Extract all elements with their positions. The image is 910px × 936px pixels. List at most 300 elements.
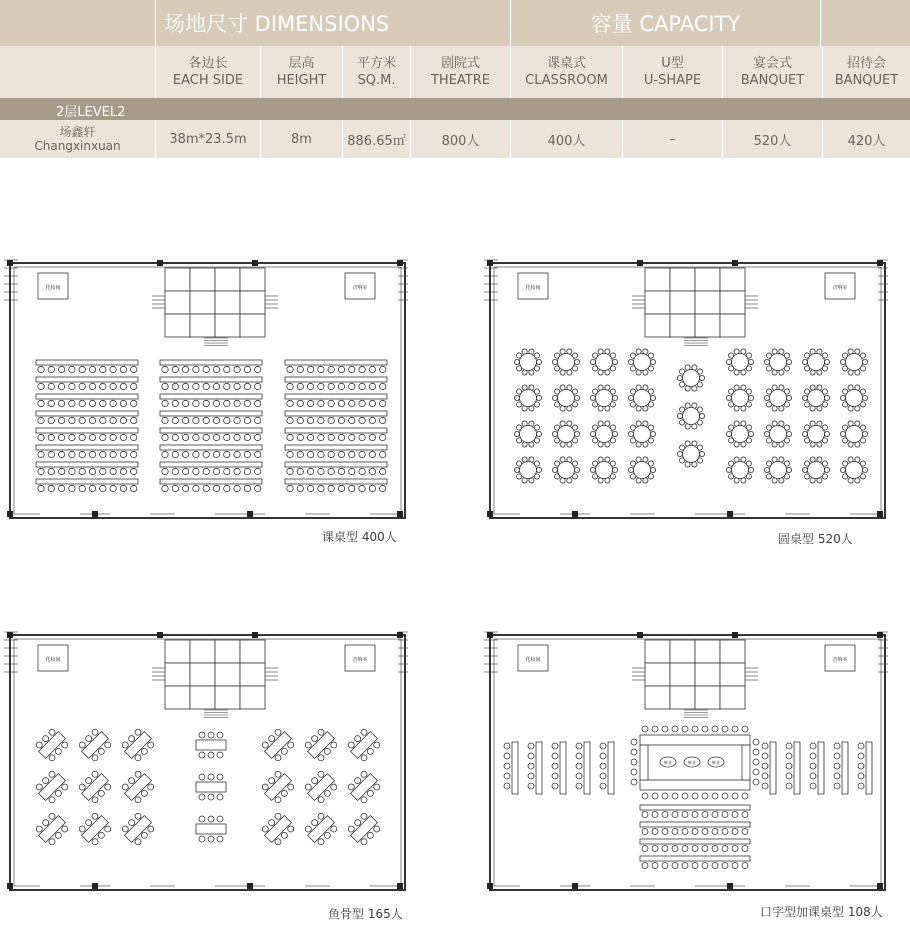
round-table-chair [612,395,617,400]
side-chair [552,773,558,779]
side-chair [810,753,816,759]
wall-column [487,260,493,266]
classroom-chair [193,417,199,423]
side-chair [576,763,582,769]
lower-chair [672,829,678,835]
wall-column [487,511,493,517]
square-chair [692,793,698,799]
square-chair [753,739,759,745]
center-table-chair [208,836,214,842]
round-table-chair [840,431,845,436]
square-chair [753,749,759,755]
classroom-chair [213,366,219,372]
classroom-chair [172,366,178,372]
table-header-row [0,46,910,98]
plan-drawing [0,610,420,895]
classroom-chair [110,417,116,423]
wall-column [727,883,733,889]
stage-panel [190,291,215,314]
round-table-chair [726,467,731,472]
classroom-desk [285,479,387,484]
side-chair [834,753,840,759]
round-table-chair [802,431,807,436]
stage-panel [165,291,190,314]
table-data-row [0,120,910,158]
lower-desk [640,856,750,861]
classroom-chair [89,383,95,389]
side-desk [560,742,566,794]
header-u-shape: U型 U-SHAPE [622,46,722,98]
classroom-chair [48,434,54,440]
stage-panel [215,268,240,291]
wall-column [487,883,493,889]
classroom-chair [255,485,261,491]
round-table [770,462,787,479]
wall-column [252,260,258,266]
round-table-chair [840,359,845,364]
round-table-chair [514,395,519,400]
square-chair [712,793,718,799]
classroom-chair [162,383,168,389]
lower-chair [732,812,738,818]
classroom-desk [36,360,138,365]
round-table [732,462,749,479]
classroom-chair [359,434,365,440]
classroom-chair [38,417,44,423]
round-table [770,426,787,443]
center-table-chair [208,816,214,822]
dimensions-title: 场地尺寸 DIMENSIONS [164,12,390,36]
classroom-chair [89,451,95,457]
value-reception: 420人 [822,120,910,158]
side-chair [858,743,864,749]
classroom-chair [307,383,313,389]
wall-column [7,883,13,889]
classroom-chair [58,485,64,491]
header-banquet: 宴会式 BANQUET [722,46,822,98]
classroom-desk [285,394,387,399]
classroom-chair [131,468,137,474]
header-classroom: 课桌式 CLASSROOM [510,46,622,98]
classroom-chair [307,366,313,372]
classroom-desk [160,445,262,450]
wall-column [732,632,738,638]
round-table-chair [824,359,829,364]
round-table [520,354,537,371]
stage-panel [165,640,190,663]
round-table-chair [764,359,769,364]
classroom-desk [160,479,262,484]
classroom-chair [380,400,386,406]
stage-panel [670,314,695,337]
lower-chair [742,846,748,852]
round-table [596,354,613,371]
side-chair [858,783,864,789]
square-chair [642,793,648,799]
stage-panel [645,314,670,337]
classroom-chair [79,451,85,457]
center-table-chair [199,774,205,780]
classroom-chair [338,383,344,389]
classroom-chair [120,417,126,423]
header-height: 层高 HEIGHT [260,46,342,98]
classroom-chair [338,400,344,406]
classroom-chair [380,383,386,389]
wall-column [572,883,578,889]
lower-chair [682,846,688,852]
side-chair [576,773,582,779]
stage-panel [670,291,695,314]
classroom-chair [224,400,230,406]
classroom-chair [369,366,375,372]
side-chair [600,763,606,769]
classroom-chair [110,468,116,474]
wall-column [637,260,643,266]
classroom-chair [162,485,168,491]
classroom-chair [318,400,324,406]
lower-chair [682,863,688,869]
classroom-chair [318,451,324,457]
wall-column [7,632,13,638]
classroom-chair [172,417,178,423]
classroom-chair [38,434,44,440]
side-chair [528,753,534,759]
round-table-chair [590,431,595,436]
classroom-chair [338,366,344,372]
classroom-desk [285,462,387,467]
classroom-desk [285,360,387,365]
round-table [596,462,613,479]
lower-chair [682,812,688,818]
lower-chair [712,829,718,835]
round-table-chair [650,467,655,472]
classroom-chair [182,434,188,440]
classroom-chair [359,417,365,423]
round-table [520,462,537,479]
lower-chair [722,846,728,852]
classroom-chair [182,383,188,389]
center-table-chair [217,816,223,822]
round-table-chair [574,359,579,364]
classroom-chair [58,383,64,389]
round-table-chair [699,413,704,418]
stage-panel [240,314,265,337]
classroom-chair [172,468,178,474]
lower-chair [702,812,708,818]
classroom-chair [287,400,293,406]
classroom-chair [213,434,219,440]
wall-column [877,511,883,517]
side-chair [786,743,792,749]
center-table-chair [199,836,205,842]
side-chair [504,743,510,749]
lower-chair [642,812,648,818]
classroom-chair [297,485,303,491]
classroom-chair [234,451,240,457]
classroom-chair [89,485,95,491]
classroom-chair [380,366,386,372]
round-table [808,354,825,371]
sound-room-label: 音响室 [352,285,368,291]
classroom-chair [244,383,250,389]
stage-panel [720,686,745,709]
side-chair [762,773,768,779]
stage-panel [240,291,265,314]
side-chair [504,773,510,779]
classroom-desk [285,428,387,433]
classroom-chair [48,417,54,423]
level-label: 2层LEVEL2 [56,105,126,120]
classroom-desk [160,462,262,467]
square-chair [732,726,738,732]
lower-chair [662,846,668,852]
floor-plan-hollow-square [480,610,900,895]
stage-panel [645,686,670,709]
lower-chair [702,863,708,869]
lower-chair [672,863,678,869]
center-table-chair [208,752,214,758]
side-chair [762,783,768,789]
classroom-chair [69,468,75,474]
classroom-chair [193,468,199,474]
classroom-chair [79,485,85,491]
classroom-chair [48,400,54,406]
square-chair [702,726,708,732]
classroom-chair [307,417,313,423]
stage-panel [190,663,215,686]
round-table [634,426,651,443]
classroom-chair [213,383,219,389]
stage-panel [215,640,240,663]
lower-chair [722,812,728,818]
value-u-shape: – [622,120,722,158]
round-table-chair [677,413,682,418]
stage-panel [695,663,720,686]
classroom-chair [255,417,261,423]
lower-chair [682,829,688,835]
lower-desk [640,805,750,810]
lower-chair [692,863,698,869]
classroom-chair [328,485,334,491]
stage-panel [215,314,240,337]
side-chair [528,763,534,769]
classroom-chair [100,417,106,423]
value-classroom: 400人 [510,120,622,158]
square-chair [682,793,688,799]
side-chair [786,753,792,759]
side-chair [528,743,534,749]
classroom-chair [38,366,44,372]
classroom-chair [359,468,365,474]
round-table [634,390,651,407]
classroom-chair [234,400,240,406]
classroom-chair [359,383,365,389]
classroom-chair [359,366,365,372]
round-table-chair [574,395,579,400]
side-chair [858,753,864,759]
classroom-chair [193,485,199,491]
plan-drawing [480,610,900,895]
classroom-chair [213,485,219,491]
classroom-chair [234,468,240,474]
classroom-chair [193,366,199,372]
classroom-chair [48,485,54,491]
round-table [558,426,575,443]
classroom-chair [193,434,199,440]
side-chair [600,743,606,749]
classroom-chair [380,434,386,440]
stage-panel [165,268,190,291]
classroom-desk [160,360,262,365]
square-chair [631,779,637,785]
classroom-chair [69,417,75,423]
side-chair [810,743,816,749]
lower-chair [732,829,738,835]
square-chair [652,793,658,799]
round-table-chair [552,431,557,436]
classroom-chair [162,468,168,474]
center-table-chair [199,732,205,738]
classroom-chair [307,451,313,457]
lower-chair [652,863,658,869]
classroom-chair [234,417,240,423]
header-theatre: 剧院式 THEATRE [410,46,510,98]
classroom-chair [224,434,230,440]
classroom-chair [328,383,334,389]
classroom-chair [369,468,375,474]
hollow-square-right [742,745,750,780]
stage-panel [670,268,695,291]
side-chair [786,773,792,779]
classroom-chair [318,383,324,389]
lower-chair [662,829,668,835]
classroom-chair [287,434,293,440]
classroom-chair [244,485,250,491]
classroom-chair [172,383,178,389]
sound-room-label: 音响室 [832,657,848,663]
classroom-chair [287,485,293,491]
side-chair [504,753,510,759]
wall-column [157,632,163,638]
side-chair [810,773,816,779]
classroom-chair [100,383,106,389]
classroom-chair [224,417,230,423]
lower-chair [712,863,718,869]
classroom-desk [36,377,138,382]
value-sqm: 886.65㎡ [342,120,410,158]
lower-chair [712,846,718,852]
hollow-square-top [640,735,750,745]
side-chair [504,763,510,769]
classroom-chair [120,485,126,491]
classroom-chair [328,434,334,440]
classroom-chair [349,400,355,406]
flower-label: 鲜花 [688,760,696,765]
round-table-chair [802,395,807,400]
classroom-chair [244,434,250,440]
classroom-chair [307,485,313,491]
lower-chair [722,863,728,869]
wall-column [397,883,403,889]
classroom-chair [369,383,375,389]
classroom-chair [328,400,334,406]
round-table [846,390,863,407]
lower-chair [732,863,738,869]
classroom-chair [110,485,116,491]
classroom-chair [100,400,106,406]
classroom-chair [338,485,344,491]
classroom-chair [182,485,188,491]
classroom-chair [89,417,95,423]
round-table [808,426,825,443]
stage-panel [645,640,670,663]
round-table [596,426,613,443]
round-table-chair [748,431,753,436]
round-table-chair [824,431,829,436]
round-table [732,354,749,371]
classroom-chair [224,485,230,491]
round-table-chair [574,431,579,436]
round-table-chair [840,395,845,400]
stage-panel [645,268,670,291]
classroom-chair [369,451,375,457]
stage-panel [165,663,190,686]
square-chair [753,769,759,775]
classroom-desk [160,428,262,433]
classroom-chair [38,451,44,457]
square-chair [672,726,678,732]
classroom-chair [307,400,313,406]
side-desk [866,742,872,794]
classroom-chair [162,366,168,372]
classroom-chair [69,383,75,389]
side-chair [834,783,840,789]
classroom-chair [193,400,199,406]
round-table [634,462,651,479]
classroom-chair [224,366,230,372]
classroom-chair [182,451,188,457]
caption-hollow-square: 口字型加课桌型 108人 [760,905,883,919]
classroom-desk [36,445,138,450]
side-desk [770,742,776,794]
classroom-chair [244,417,250,423]
round-table-chair [590,395,595,400]
lower-chair [742,812,748,818]
classroom-chair [255,366,261,372]
round-table-chair [748,395,753,400]
round-table [846,426,863,443]
round-table-chair [802,467,807,472]
round-table-chair [628,431,633,436]
round-table-chair [824,395,829,400]
round-table [846,462,863,479]
classroom-chair [213,417,219,423]
lower-chair [652,829,658,835]
classroom-chair [203,451,209,457]
side-chair [834,763,840,769]
classroom-chair [338,417,344,423]
round-table-chair [726,431,731,436]
round-table-chair [862,467,867,472]
classroom-chair [58,434,64,440]
round-table-chair [786,467,791,472]
classroom-chair [244,451,250,457]
classroom-chair [79,366,85,372]
classroom-chair [297,400,303,406]
classroom-chair [79,468,85,474]
classroom-chair [89,434,95,440]
classroom-chair [89,400,95,406]
